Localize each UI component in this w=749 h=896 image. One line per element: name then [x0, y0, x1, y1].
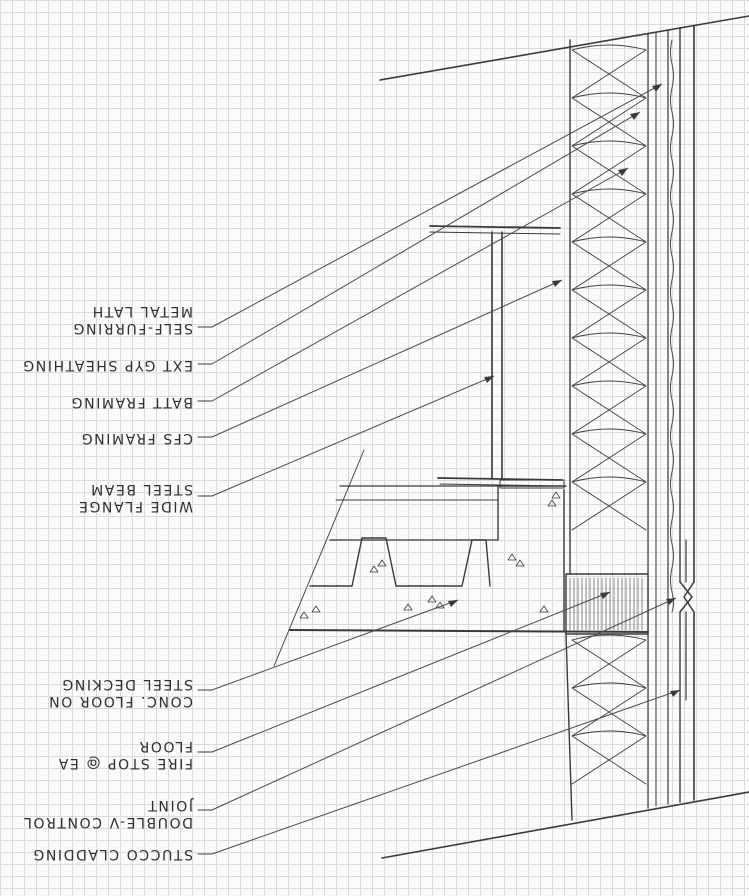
- callout-control-joint: DOUBLE-V CONTROL JOINT: [22, 797, 193, 830]
- callout-batt: BATT FRAMING: [70, 394, 193, 410]
- callout-floor: CONC. FLOOR ON STEEL DECKING: [47, 676, 193, 709]
- callout-sheathing: EXT GYP SHEATHING: [21, 357, 193, 373]
- callout-fire-stop: FIRE STOP @ EA FLOOR: [57, 738, 193, 771]
- callout-beam: WIDE FLANGE STEEL BEAM: [77, 481, 193, 514]
- callout-stucco: STUCCO CLADDING: [31, 846, 193, 862]
- callout-cfs: CFS FRAMING: [80, 430, 193, 446]
- callout-metal-lath: SELF-FURRING METAL LATH: [71, 303, 193, 336]
